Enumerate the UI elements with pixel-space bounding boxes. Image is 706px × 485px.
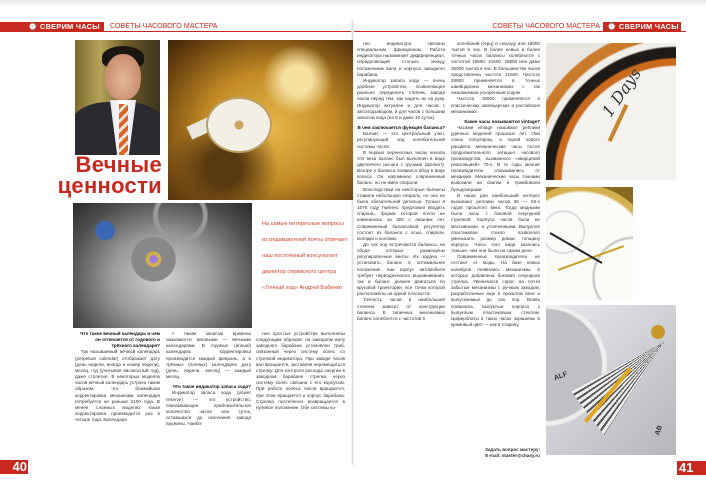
days-dial-photo	[546, 43, 676, 180]
body-paragraph: колебаний (герц) в секунду или 18000 тактов в час. В более новых и более точных часах балансы колеблются с частотой 19800, 21600, 28800 или даже 36000 тактов в час. В большинстве часов представлена частота 21600. Частота 28800 применяется в точных швейцарских механизмах с так называемым ускоренным ходом.	[451, 41, 540, 96]
body-paragraph: Часами vintage называют реплики удачных моделей прошлых лет. Они очень популярны, а порой нового расцвета механические часы после продолжительного затишья часового производства, вызванного «кварцевой революцией» 70-х. В те годы многие производители отказывались от механики. Механические часы тоннами вывозили на свалки и трамбовали бульдозерами.	[451, 125, 540, 192]
title-line-2: ценности	[57, 173, 162, 198]
section-label-right	[603, 22, 681, 31]
body-paragraph: Частота 18000 применяется в классических швейцарских и российских механизмах.	[451, 96, 540, 114]
question-heading: В чем заключается функция баланса?	[357, 125, 445, 131]
text-column	[451, 41, 540, 447]
page-top-shadow	[0, 0, 706, 6]
article-title	[30, 154, 162, 196]
body-paragraph: Индикатор запаса хода (power reserve) — это устройство, показывающее приблизительное количество часов или суток, оставшихся до окончания завода пружины. Наибо-	[166, 390, 251, 427]
body-paragraph: Точность часов в наибольшей степени зависит от конструкции баланса. В типичных механизмах баланс колеблется с частотой 5	[357, 297, 445, 321]
body-paragraph: с таким запасом времени называются вековыми — вечными календарями. В годовых (annual) календарях корректировка производится каждый февраль, а в трёхных (полных) календарях дату (день, недели, месяц) — каждый месяц.	[166, 331, 251, 380]
rubric-left: СОВЕТЫ ЧАСОВОГО МАСТЕРА	[110, 23, 218, 30]
text-column	[75, 331, 160, 456]
chronograph-dial-photo	[546, 187, 633, 300]
body-paragraph: Так называемый вечный календарь (perpetual calendar) отображает дату (день недели, иногда и номер недели), месяц, год (учитывая високосный год), даже столетие. В некоторых моделях часов вечный календарь устроен таким образом, что ближайшая корректировка механизма календаря потребуется не раньше 2100 года. В менее сложных моделях такая корректировка производится раз в четыре года. Календари	[75, 349, 160, 423]
text-column	[357, 41, 445, 455]
question-heading: Что такое вечный календарь и чем он отличается от годового и трёхного календаря?	[80, 331, 160, 349]
ask-master-label: Задать вопрос мастеру:	[484, 447, 540, 452]
text-column	[256, 331, 345, 456]
title-line-1: Вечные	[75, 152, 162, 177]
body-paragraph: Индикатор запаса хода — очень удобное устройство, позволяющее реально определить степень завода часов перед тем, как надеть их на руку. Индикатор актуален и для часов с автоподзаводом, и для часов с большим запасом хода (на 8 и даже 10 суток).	[357, 77, 445, 120]
question-heading: Что такое индикатор запаса хода?	[172, 384, 251, 390]
header-rule-right	[354, 31, 686, 32]
consultant-portrait-photo	[75, 40, 160, 155]
body-paragraph: В наши дни наибольший интерес вызывают реплики часов 30 — 50-х годов прошлого века. Тогда модными были часы с боковой секундной стрелкой. Корпуса часов были не массивными, а утонченными. Выпуклое пластиковое стекло позволяло уменьшить размер рамки, толщину корпуса. Часы того вида казались тоньше, чем они были на самом деле.	[451, 192, 540, 254]
watch-logo-icon: ⌚	[28, 22, 40, 31]
section-text: СВЕРИМ ЧАСЫ	[39, 22, 100, 31]
dial-mark-ab: AB	[654, 424, 665, 437]
header-rule-left	[0, 31, 351, 32]
ask-master-note	[451, 447, 540, 461]
body-paragraph: Современные производители не отстают от моды. На базе новых калибров появились механизмы, в которых добавлена боковая секундная стрелка. Увеличился спрос на почти забытые механизмы с ручным заводом, разработанные еще в прошлом веке и выпускаемые до сих пор. Вновь появились выпуклые корпуса с выпуклым пластиковым стеклом. Циферблаты в таких часах окрашены в кремовый цвет — как в старину.	[451, 254, 540, 328]
body-paragraph: лее простые устройства выполнены следующим образом: на заводном валу заводного барабана установлен триб, связанный через систему колес со стрелкой индикатора. При заводе часов вал вращается, заставляя перемещаться стрелку. Для контроля расхода энергии в заводном барабане стрелка через систему колес связана с его корпусом. При работе колеса часов вращаются, при этом вращается и корпус барабана. Стрелка постепенно возвращается в нулевое положение. Обе системы ко-	[256, 331, 345, 410]
section-label-left	[0, 22, 104, 31]
body-paragraph: Баланс — это центральный узел, регулирующий ход колебательной системы часов.	[357, 131, 445, 149]
body-paragraph: Впоследствии на некоторые балансы ставили небольшую спираль, но она не была обязательной деталью. Только в 1675 году Гюйгенс предложил вводить спираль, форма которой почти не изменилась за 300 с лишним лет. Современный балансовый регулятор состоит из баланса с осью, спирали, колодки и колонки.	[357, 186, 445, 241]
gold-movement-photo	[168, 40, 353, 200]
ask-master-email[interactable]: E-mail: master@chasy.ru	[485, 453, 540, 459]
steel-movement-photo	[73, 203, 252, 328]
body-paragraph: В первых переносных часах начала XVI века баланс был выполнен в виде двуплечего рычага с грузами (фолиот). Вскоре у баланса появился обод в виде колеса. Он напоминал современный баланс, но не имел спирали.	[357, 149, 445, 186]
retrograde-dial-photo	[546, 305, 676, 455]
days-dial-text: 1 Days	[597, 64, 645, 121]
body-paragraph: лес индикатора связаны специальным фрикционом. Работа индикатора напоминает дифференциал, определяющий столько между положением вала и корпуса заводного барабана.	[357, 41, 445, 77]
question-heading: Какие часы называются vintage?	[464, 118, 540, 124]
text-column	[166, 331, 251, 456]
watch-logo-icon: ⌚	[607, 22, 619, 31]
section-text: СВЕРИМ ЧАСЫ	[618, 22, 679, 31]
page-number-left: 40	[0, 460, 28, 474]
rubric-right: СОВЕТЫ ЧАСОВОГО МАСТЕРА	[492, 23, 600, 30]
pull-quote: На самые интересные вопросы из редакционной почты отвечает наш постоянный консультант директор сервисного центра «Точный ход» Андрей Бабенко	[262, 221, 348, 291]
page-number-right: 41	[677, 461, 706, 475]
dial-mark-alf: ALF	[553, 370, 569, 383]
body-paragraph: До сих пор встречаются балансы, на ободе которых размещены регулировочные винты. Их задача — установить баланс в оптимальное положение. Как корпус автомобиля требует периодического выравнивания, так и баланс должен двигаться по круговой траектории, все точки которой расположены на одной плоскости.	[357, 242, 445, 297]
